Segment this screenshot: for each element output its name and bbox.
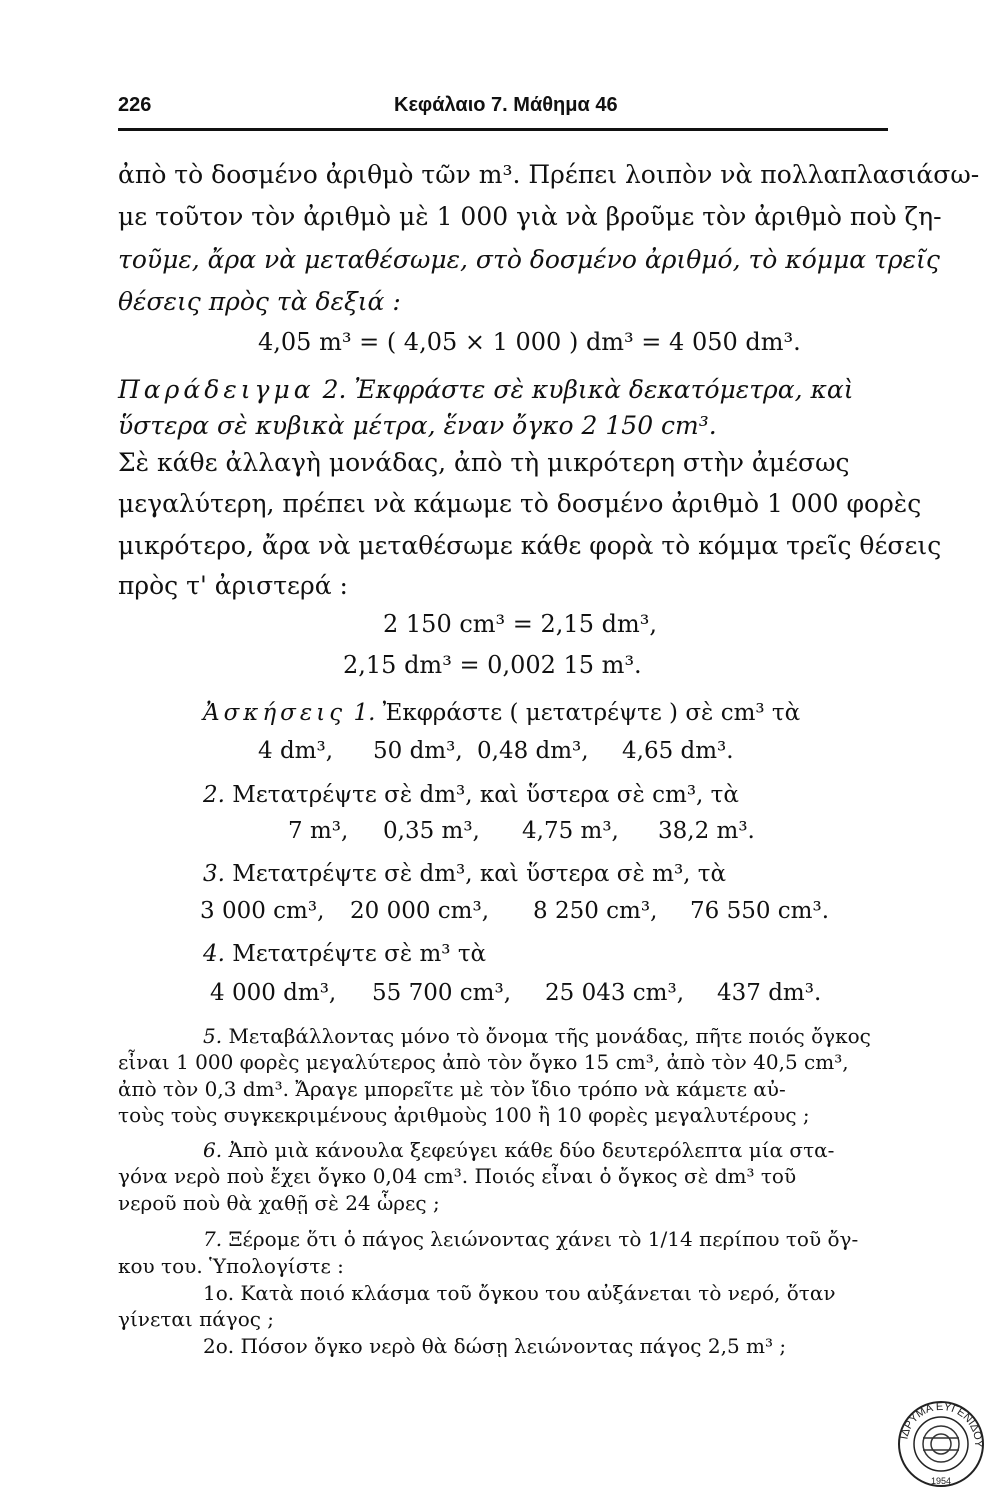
page-header <box>118 92 888 131</box>
page-number: 226 <box>118 94 152 116</box>
exercise-text: Ἐκφράστε ( μετατρέψτε ) σὲ cm³ τὰ <box>382 700 801 726</box>
formula: 4,05 m³ = ( 4,05 × 1 000 ) dm³ = 4 050 dm³. <box>258 328 801 356</box>
example-line <box>118 370 908 409</box>
exercise-value: 0,48 dm³, <box>477 738 589 764</box>
exercise-1 <box>203 694 903 733</box>
exercise-value: 7 m³, <box>288 818 349 844</box>
exercise-line: εἶναι 1 000 φορὲς μεγαλύτερος ἀπὸ τὸν ὄγκο 15 cm³, ἀπὸ τὸν 40,5 cm³, <box>118 1050 849 1074</box>
exercise-value: 3 000 cm³, <box>200 898 325 924</box>
exercise-value: 20 000 cm³, <box>350 898 490 924</box>
stamp-year: 1954 <box>930 1476 952 1486</box>
exercise-number: 5. <box>203 1024 223 1048</box>
body-line: Σὲ κάθε ἀλλαγὴ μονάδας, ἀπὸ τὴ μικρότερη στὴν ἀμέσως <box>118 448 850 477</box>
exercise-line: γόνα νερὸ ποὺ ἔχει ὄγκο 0,04 cm³. Ποιός εἶναι ὁ ὄγκος σὲ dm³ τοῦ <box>118 1164 797 1188</box>
exercise-number: 6. <box>203 1138 223 1162</box>
exercise-text: Ξέρομε ὅτι ὁ πάγος λειώνοντας χάνει τὸ 1/14 περίπου τοῦ ὄγ- <box>228 1227 859 1251</box>
exercise-value: 4 000 dm³, <box>210 980 337 1006</box>
exercise-value: 25 043 cm³, <box>545 980 685 1006</box>
part-label: 2ο. <box>203 1334 235 1358</box>
exercise-7 <box>203 1226 903 1253</box>
exercise-value: 38,2 m³. <box>658 818 755 844</box>
library-stamp-icon <box>895 1398 986 1490</box>
exercise-line: γίνεται πάγος ; <box>118 1307 275 1331</box>
body-line: θέσεις πρὸς τὰ δεξιά : <box>118 287 401 316</box>
exercise-text: Μετατρέψτε σὲ m³ τὰ <box>232 941 487 967</box>
formula: 2,15 dm³ = 0,002 15 m³. <box>343 651 642 679</box>
formula: 2 150 cm³ = 2,15 dm³, <box>383 610 657 638</box>
exercise-number: 1. <box>353 700 376 726</box>
exercise-value: 76 550 cm³. <box>690 898 830 924</box>
exercise-number: 7. <box>203 1227 223 1251</box>
exercise-value: 4,65 dm³. <box>622 738 734 764</box>
example-line: ὕστερα σὲ κυβικὰ μέτρα, ἕναν ὄγκο 2 150 cm³. <box>118 411 717 440</box>
exercise-line: ἀπὸ τὸν 0,3 dm³. Ἄραγε μπορεῖτε μὲ τὸν ἴδιο τρόπο νὰ κάμετε αὐ- <box>118 1077 786 1101</box>
exercise-value: 437 dm³. <box>717 980 822 1006</box>
exercise-line: κου του. Ὑπολογίστε : <box>118 1254 344 1278</box>
exercise-line: τοὺς τοὺς συγκεκριμένους ἀριθμοὺς 100 ἢ 10 φορὲς μεγαλυτέρους ; <box>118 1103 810 1127</box>
exercise-7-part-2 <box>203 1333 903 1360</box>
exercise-text: Ἀπὸ μιὰ κάνουλα ξεφεύγει κάθε δύο δευτερόλεπτα μία στα- <box>228 1138 835 1162</box>
example-label: Παράδειγμα <box>118 375 315 404</box>
exercise-text: Μετατρέψτε σὲ dm³, καὶ ὕστερα σὲ m³, τὰ <box>232 861 727 887</box>
exercise-3 <box>203 855 903 894</box>
exercise-value: 0,35 m³, <box>383 818 480 844</box>
exercise-2 <box>203 776 903 815</box>
exercise-5 <box>203 1023 903 1050</box>
exercise-line: νεροῦ ποὺ θὰ χαθῇ σὲ 24 ὧρες ; <box>118 1191 440 1215</box>
exercise-value: 8 250 cm³, <box>533 898 658 924</box>
exercise-4 <box>203 935 903 974</box>
exercise-number: 4. <box>203 941 225 967</box>
exercise-value: 50 dm³, <box>373 738 463 764</box>
exercise-6 <box>203 1137 903 1164</box>
stamp-text: ΙΔΡΥΜΑ ΕΥΓΕΝΙΔΟΥ <box>898 1400 985 1448</box>
part-text: Πόσον ὄγκο νερὸ θὰ δώσῃ λειώνοντας πάγος 2,5 m³ ; <box>240 1334 787 1358</box>
exercises-heading: Ἀσκήσεις <box>203 700 347 726</box>
body-line: τοῦμε, ἄρα νὰ μεταθέσωμε, στὸ δοσμένο ἀριθμό, τὸ κόμμα τρεῖς <box>118 245 940 274</box>
body-line: μεγαλύτερη, πρέπει νὰ κάμωμε τὸ δοσμένο ἀριθμὸ 1 000 φορὲς <box>118 489 922 518</box>
example-text: 2. Ἐκφράστε σὲ κυβικὰ δεκατόμετρα, καὶ <box>322 375 854 404</box>
exercise-7-part-1 <box>203 1280 903 1307</box>
exercise-text: Μετατρέψτε σὲ dm³, καὶ ὕστερα σὲ cm³, τὰ <box>232 782 739 808</box>
exercise-number: 2. <box>203 782 225 808</box>
exercise-number: 3. <box>203 861 225 887</box>
exercise-text: Μεταβάλλοντας μόνο τὸ ὄνομα τῆς μονάδας, πῆτε ποιός ὄγκος <box>228 1024 871 1048</box>
running-title: Κεφάλαιο 7. Μάθημα 46 <box>394 94 618 116</box>
exercise-value: 55 700 cm³, <box>372 980 512 1006</box>
body-line: ἀπὸ τὸ δοσμένο ἀριθμὸ τῶν m³. Πρέπει λοιπὸν νὰ πολλαπλασιάσω- <box>118 160 980 189</box>
body-line: με τοῦτον τὸν ἀριθμὸ μὲ 1 000 γιὰ νὰ βροῦμε τὸν ἀριθμὸ ποὺ ζη- <box>118 202 942 231</box>
body-line: μικρότερο, ἄρα νὰ μεταθέσωμε κάθε φορὰ τὸ κόμμα τρεῖς θέσεις <box>118 531 942 560</box>
part-text: Κατὰ ποιό κλάσμα τοῦ ὄγκου του αὐξάνεται τὸ νερό, ὅταν <box>240 1281 836 1305</box>
part-label: 1ο. <box>203 1281 235 1305</box>
body-line: πρὸς τ' ἀριστερά : <box>118 571 348 600</box>
exercise-value: 4 dm³, <box>258 738 334 764</box>
exercise-value: 4,75 m³, <box>522 818 619 844</box>
